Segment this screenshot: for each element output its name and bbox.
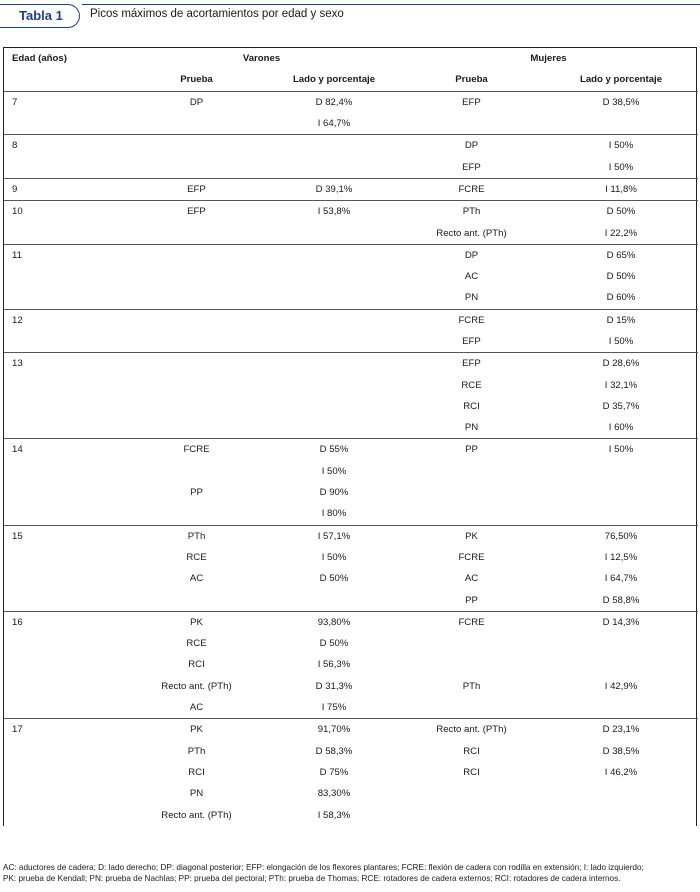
male-side-cell (269, 331, 399, 353)
age-cell (4, 266, 124, 287)
table-row (4, 654, 698, 675)
female-test-cell (399, 697, 544, 719)
table-row (4, 309, 698, 331)
female-test-cell: DP (464, 249, 479, 261)
male-test-cell: EFP (187, 206, 206, 218)
female-side-cell (544, 697, 698, 719)
male-side-cell (269, 374, 399, 395)
female-side-cell: I 64,7% (604, 573, 638, 585)
female-test-cell: FCRE (458, 551, 485, 563)
age-cell: 10 (12, 206, 23, 218)
table-row (4, 503, 698, 525)
table-row (4, 287, 698, 309)
col-female-test-header: Prueba (399, 69, 544, 91)
age-cell (4, 547, 124, 568)
age-cell: 13 (12, 358, 23, 370)
age-cell: 7 (12, 96, 18, 108)
age-cell (4, 654, 124, 675)
male-test-cell (124, 156, 269, 178)
male-side-cell: 83,30% (317, 788, 351, 800)
table-row (4, 783, 698, 804)
female-side-cell (544, 461, 698, 482)
female-side-cell: D 60% (544, 287, 698, 309)
female-side-cell (544, 482, 698, 503)
female-side-cell: I 50% (544, 331, 698, 353)
female-side-cell: I 46,2% (604, 766, 638, 778)
col-age-header: Edad (años) (12, 53, 67, 65)
female-test-cell (399, 113, 544, 135)
male-test-cell: FCRE (183, 444, 210, 456)
female-test-cell: EFP (462, 96, 481, 108)
age-cell: 8 (12, 140, 18, 152)
male-test-cell: RCI (188, 659, 205, 671)
male-test-cell (124, 417, 269, 439)
female-test-cell: FCRE (399, 178, 544, 200)
age-cell (4, 589, 124, 611)
table-row (4, 417, 698, 439)
female-side-cell: I 50% (608, 444, 634, 456)
female-test-cell: AC (464, 271, 479, 283)
male-side-cell: 91,70% (317, 724, 351, 736)
male-side-cell (269, 266, 399, 287)
table-row (4, 156, 698, 178)
male-test-cell: PTh (187, 745, 206, 757)
female-side-cell: I 12,5% (604, 551, 638, 563)
female-side-cell: D 14,3% (602, 616, 640, 628)
female-side-cell: I 42,9% (604, 680, 638, 692)
footnote-line-1: AC: aductores de cadera; D: lado derecho; DP: diagonal posterior; EFP: elongación de los flexores plantares; FCRE: flexión de cadera con rodilla en extensión; I: lado izquierdo; (3, 863, 644, 872)
age-cell (4, 374, 124, 395)
male-side-cell: I 56,3% (317, 659, 351, 671)
male-side-cell (269, 222, 399, 244)
male-side-cell: D 58,3% (315, 745, 353, 757)
age-cell (4, 804, 124, 825)
male-side-cell: D 75% (319, 766, 349, 778)
age-cell (4, 113, 124, 135)
female-test-cell (399, 461, 544, 482)
table-row (4, 633, 698, 654)
male-side-cell (269, 156, 399, 178)
female-test-cell: RCI (463, 766, 480, 778)
table-row (4, 697, 698, 719)
female-test-cell: PK (465, 530, 478, 542)
sub-header-row (4, 69, 698, 91)
female-side-cell: D 38,5% (602, 745, 640, 757)
male-side-cell (269, 244, 399, 266)
female-test-cell: Recto ant. (PTh) (436, 724, 507, 736)
male-test-cell (124, 135, 269, 157)
table-row (4, 178, 698, 200)
female-test-cell: AC (464, 573, 479, 585)
female-side-cell: I 11,8% (544, 178, 698, 200)
age-cell (4, 331, 124, 353)
table-row (4, 244, 698, 266)
female-side-cell: D 58,8% (544, 589, 698, 611)
female-test-cell: DP (464, 140, 479, 152)
male-side-cell (269, 287, 399, 309)
female-side-cell: I 32,1% (604, 379, 638, 391)
male-test-cell (124, 461, 269, 482)
male-side-cell: I 53,8% (317, 206, 351, 218)
male-side-cell (269, 353, 399, 375)
female-test-cell: PP (399, 589, 544, 611)
age-cell: 14 (12, 444, 23, 456)
header-rule (82, 4, 700, 5)
male-side-cell: D 90% (319, 487, 349, 499)
male-side-cell: I 58,3% (317, 809, 351, 821)
male-side-cell: D 50% (319, 638, 349, 650)
age-cell: 16 (12, 616, 23, 628)
table-body (4, 91, 698, 826)
female-test-cell: PN (399, 417, 544, 439)
female-side-cell: D 23,1% (602, 724, 640, 736)
table-row (4, 611, 698, 633)
male-test-cell: Recto ant. (PTh) (161, 809, 232, 821)
table-row (4, 266, 698, 287)
female-test-cell: RCI (463, 745, 480, 757)
col-group-female: Mujeres (530, 53, 567, 65)
female-side-cell: I 22,2% (544, 222, 698, 244)
male-test-cell (124, 503, 269, 525)
male-test-cell (124, 244, 269, 266)
table-row (4, 331, 698, 353)
age-cell: 9 (4, 178, 124, 200)
female-test-cell (399, 804, 544, 825)
female-side-cell: D 28,6% (602, 358, 640, 370)
table-row (4, 91, 698, 113)
age-cell (4, 676, 124, 697)
table-row (4, 396, 698, 417)
male-side-cell: D 39,1% (269, 178, 399, 200)
data-table (3, 47, 697, 826)
female-test-cell: PN (399, 287, 544, 309)
male-side-cell: I 57,1% (317, 530, 351, 542)
male-side-cell: D 55% (319, 444, 349, 456)
male-test-cell (124, 113, 269, 135)
table-row (4, 222, 698, 244)
col-male-test-header: Prueba (124, 69, 269, 91)
female-side-cell (544, 804, 698, 825)
male-test-cell: RCE (186, 638, 207, 650)
table-row (4, 719, 698, 741)
age-cell (4, 783, 124, 804)
female-side-cell: D 35,7% (602, 400, 640, 412)
male-test-cell: RCE (186, 551, 207, 563)
female-test-cell: PTh (462, 206, 481, 218)
male-test-cell: AC (124, 697, 269, 719)
age-cell (4, 287, 124, 309)
table-row (4, 374, 698, 395)
female-test-cell: Recto ant. (PTh) (399, 222, 544, 244)
female-test-cell: EFP (462, 358, 481, 370)
male-test-cell (124, 589, 269, 611)
age-cell (4, 222, 124, 244)
col-group-male: Varones (242, 53, 281, 65)
female-side-cell (544, 633, 698, 654)
male-test-cell: DP (189, 96, 204, 108)
table-row (4, 676, 698, 697)
female-test-cell: EFP (399, 331, 544, 353)
female-side-cell: D 15% (606, 314, 636, 326)
female-test-cell: RCE (461, 379, 482, 391)
age-cell: 15 (12, 530, 23, 542)
age-cell (4, 633, 124, 654)
male-side-cell: D 82,4% (315, 96, 353, 108)
table-row (4, 741, 698, 762)
female-test-cell: PTh (462, 680, 481, 692)
male-side-cell (269, 396, 399, 417)
age-cell (4, 396, 124, 417)
male-side-cell: I 75% (269, 697, 399, 719)
age-cell: 11 (12, 249, 22, 261)
male-side-cell (269, 135, 399, 157)
table-row (4, 201, 698, 223)
col-age-sub-empty (4, 69, 124, 91)
age-cell: 17 (12, 724, 23, 736)
female-side-cell (544, 783, 698, 804)
female-side-cell: I 50% (608, 140, 634, 152)
female-side-cell: D 50% (606, 271, 636, 283)
table-row (4, 589, 698, 611)
table-footnote (3, 862, 697, 884)
female-test-cell: FCRE (458, 616, 485, 628)
male-test-cell (124, 353, 269, 375)
male-test-cell: Recto ant. (PTh) (161, 680, 232, 692)
male-test-cell: AC (189, 573, 204, 585)
table-row (4, 461, 698, 482)
female-test-cell: PP (465, 444, 478, 456)
male-side-cell: D 31,3% (315, 680, 353, 692)
age-cell (4, 762, 124, 783)
table-row (4, 547, 698, 568)
female-side-cell: I 50% (544, 156, 698, 178)
table-header (0, 0, 700, 32)
male-test-cell (124, 374, 269, 395)
table-row (4, 804, 698, 825)
male-test-cell: PK (190, 724, 203, 736)
table-row (4, 113, 698, 135)
male-side-cell (269, 589, 399, 611)
table-title: Picos máximos de acortamientos por edad y sexo (90, 8, 344, 20)
table-row (4, 353, 698, 375)
male-test-cell: PP (190, 487, 203, 499)
female-test-cell: RCI (463, 400, 480, 412)
female-side-cell: D 38,5% (602, 96, 640, 108)
col-male-side-header: Lado y porcentaje (269, 69, 399, 91)
age-cell (4, 461, 124, 482)
footnote-line-2: PK: prueba de Kendall; PN: prueba de Nachlas; PP: prueba del pectoral; PTh: prueba de Thomas; RCE: rotadores de cadera externos; RCI: rotadores de cadera internos. (3, 874, 621, 883)
female-test-cell (399, 482, 544, 503)
male-test-cell: PN (189, 788, 204, 800)
male-side-cell: I 64,7% (269, 113, 399, 135)
male-side-cell: I 50% (321, 551, 347, 563)
age-cell: 12 (12, 314, 23, 326)
male-side-cell: D 50% (319, 573, 349, 585)
male-test-cell: EFP (124, 178, 269, 200)
female-test-cell (399, 633, 544, 654)
age-cell (4, 697, 124, 719)
group-header-row (4, 48, 698, 69)
male-side-cell: I 50% (321, 465, 347, 477)
age-cell (4, 741, 124, 762)
male-test-cell (124, 396, 269, 417)
male-test-cell (124, 287, 269, 309)
table-row (4, 568, 698, 589)
table-number-badge (0, 4, 80, 28)
female-side-cell: I 60% (544, 417, 698, 439)
female-side-cell (544, 503, 698, 525)
male-test-cell (124, 266, 269, 287)
table-row (4, 525, 698, 547)
female-side-cell: D 50% (606, 206, 636, 218)
female-side-cell: D 65% (606, 249, 636, 261)
table-row (4, 439, 698, 461)
female-test-cell (399, 503, 544, 525)
age-cell (4, 503, 124, 525)
age-cell (4, 417, 124, 439)
female-test-cell (399, 654, 544, 675)
col-female-side-header: Lado y porcentaje (544, 69, 698, 91)
female-test-cell: EFP (399, 156, 544, 178)
male-test-cell: PK (190, 616, 203, 628)
table-row (4, 762, 698, 783)
table-number-label: Tabla 1 (19, 8, 63, 23)
male-test-cell (124, 222, 269, 244)
male-side-cell: I 80% (269, 503, 399, 525)
female-side-cell (544, 113, 698, 135)
male-test-cell: PTh (187, 530, 206, 542)
female-test-cell (399, 783, 544, 804)
age-cell (4, 568, 124, 589)
age-cell (4, 482, 124, 503)
age-cell (4, 156, 124, 178)
female-side-cell: 76,50% (604, 530, 638, 542)
female-side-cell (544, 654, 698, 675)
table-row (4, 135, 698, 157)
male-side-cell: 93,80% (317, 616, 351, 628)
male-side-cell (269, 309, 399, 331)
table-row (4, 482, 698, 503)
male-test-cell: RCI (188, 766, 205, 778)
female-test-cell: FCRE (458, 314, 485, 326)
male-test-cell (124, 309, 269, 331)
male-test-cell (124, 331, 269, 353)
male-side-cell (269, 417, 399, 439)
